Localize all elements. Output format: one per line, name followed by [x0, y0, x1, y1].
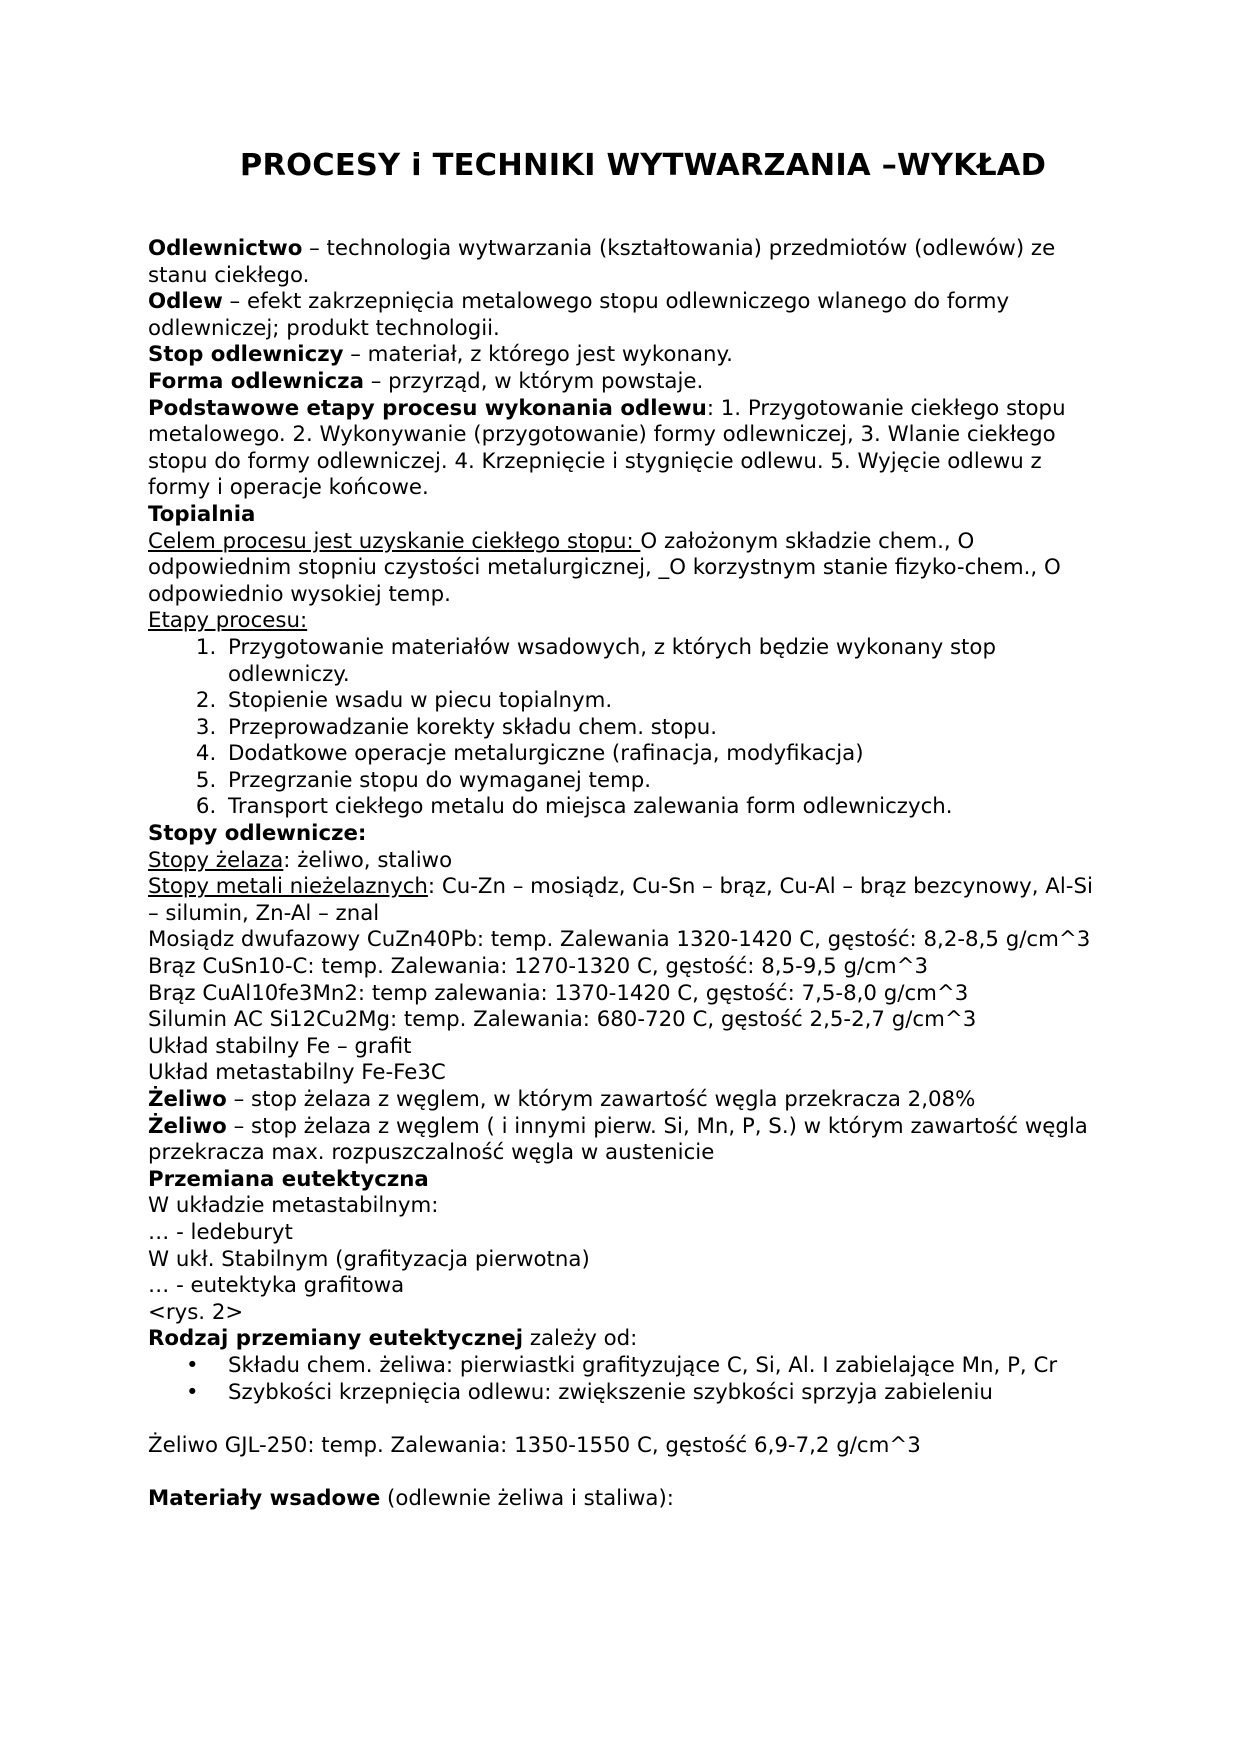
- heading-topialnia-text: Topialnia: [148, 501, 256, 527]
- bullet-icon: •: [186, 1352, 199, 1378]
- paragraph-odlewnictwo: [148, 236, 1098, 289]
- text-cel-procesu: O założonym składzie chem., O odpowiednim stopniu czystości metalurgicznej, _O korzystnym stanie fizyko-chem., O odpowiednio wysokiej temp.: [148, 528, 1061, 607]
- paragraph-zeliwo-2: [148, 1114, 1098, 1167]
- term-stop-odlewniczy: Stop odlewniczy: [148, 342, 344, 368]
- list-item: [186, 1379, 1098, 1407]
- term-zeliwo-1: Żeliwo: [148, 1087, 227, 1112]
- heading-stopy-odlewnicze-text: Stopy odlewnicze:: [148, 821, 367, 847]
- def-odlew: – efekt zakrzepnięcia metalowego stopu odlewniczego wlanego do formy odlewniczej; produkt technologii.: [148, 289, 1010, 341]
- list-item: 4. Dodatkowe operacje metalurgiczne (rafinacja, modyfikacja): [223, 741, 1098, 768]
- paragraph-zeliwo-1: [148, 1087, 1098, 1114]
- line-przemiana: … - ledeburyt: [148, 1219, 293, 1245]
- paragraph-odlew: [148, 289, 1098, 342]
- def-odlewnictwo: – technologia wytwarzania (kształtowania) przedmiotów (odlewów) ze stanu ciekłego.: [148, 236, 1056, 288]
- label-etapy-procesu: [148, 608, 1098, 635]
- list-rodzaj-przemiany: [148, 1353, 1098, 1406]
- heading-przemiana-eutektyczna: [148, 1167, 1098, 1194]
- def-zeliwo-1: – stop żelaza z węglem, w którym zawartość węgla przekracza 2,08%: [226, 1087, 976, 1112]
- def-zeliwo-2: – stop żelaza z węglem ( i innymi pierw. Si, Mn, P, S.) w którym zawartość węgla przekracza max. rozpuszczalność węgla w austenicie: [148, 1113, 1088, 1166]
- list-item: 2. Stopienie wsadu w piecu topialnym.: [223, 688, 1098, 715]
- label-stopy-niezelazne: Stopy metali nieżelaznych: [148, 874, 428, 900]
- document-body: [148, 236, 1098, 1513]
- heading-stopy-odlewnicze: [148, 821, 1098, 848]
- line-stop: Układ metastabilny Fe-Fe3C: [148, 1060, 446, 1086]
- term-zeliwo-2: Żeliwo: [148, 1113, 227, 1139]
- paragraph-cel-procesu: [148, 529, 1098, 609]
- blank-line: [148, 1406, 1098, 1433]
- term-forma-odlewnicza: Forma odlewnicza: [148, 368, 364, 394]
- document-title: PROCESY i TECHNIKI WYTWARZANIA –WYKŁAD: [239, 148, 1047, 183]
- term-etapy-podstawowe: Podstawowe etapy procesu wykonania odlewu: [148, 395, 707, 421]
- term-materialy-wsadowe: Materiały wsadowe: [148, 1485, 381, 1511]
- heading-przemiana-eutektyczna-text: Przemiana eutektyczna: [148, 1166, 429, 1192]
- paragraph-etapy-podstawowe: [148, 396, 1098, 502]
- list-item: 1. Przygotowanie materiałów wsadowych, z których będzie wykonany stop odlewniczy.: [223, 635, 1098, 688]
- list-item: 5. Przegrzanie stopu do wymaganej temp.: [223, 768, 1098, 795]
- blank-line: [148, 1459, 1098, 1486]
- def-etapy-podstawowe: : 1. Przygotowanie ciekłego stopu metalowego. 2. Wykonywanie (przygotowanie) formy odlewniczej, 3. Wlanie ciekłego stopu do formy odlewniczej. 4. Krzepnięcie i stygnięcie odlewu. 5. Wyjęcie odlewu z formy i operacje końcowe.: [148, 395, 1066, 501]
- list-item: 3. Przeprowadzanie korekty składu chem. stopu.: [223, 715, 1098, 742]
- term-odlewnictwo: Odlewnictwo: [148, 236, 303, 261]
- line-stop: Silumin AC Si12Cu2Mg: temp. Zalewania: 680-720 C, gęstość 2,5-2,7 g/cm^3: [148, 1007, 977, 1033]
- label-etapy-procesu-text: Etapy procesu:: [148, 608, 308, 634]
- def-rodzaj-przemiany: zależy od:: [523, 1326, 638, 1352]
- term-rodzaj-przemiany: Rodzaj przemiany eutektycznej: [148, 1326, 524, 1352]
- paragraph-zeliwo-gjl: Żeliwo GJL-250: temp. Zalewania: 1350-1550 C, gęstość 6,9-7,2 g/cm^3: [148, 1432, 921, 1458]
- list-item-text: Szybkości krzepnięcia odlewu: zwiększenie szybkości sprzyja zabieleniu: [228, 1379, 993, 1405]
- text-stopy-niezelazne: : Cu-Zn – mosiądz, Cu-Sn – brąz, Cu-Al – brąz bezcynowy, Al-Si – silumin, Zn-Al – znal: [148, 874, 1093, 926]
- line-przemiana: W układzie metastabilnym:: [148, 1193, 439, 1219]
- paragraph-stopy-niezelazne: [148, 874, 1098, 927]
- def-materialy-wsadowe: (odlewnie żeliwa i staliwa):: [380, 1485, 674, 1511]
- line-przemiana: W ukł. Stabilnym (grafityzacja pierwotna): [148, 1246, 590, 1272]
- line-przemiana: <rys. 2>: [148, 1299, 244, 1325]
- line-przemiana: … - eutektyka grafitowa: [148, 1273, 405, 1299]
- line-stop: Układ stabilny Fe – grafit: [148, 1033, 412, 1059]
- paragraph-materialy-wsadowe: [148, 1486, 1098, 1513]
- paragraph-stopy-zelaza: [148, 848, 1098, 875]
- document-page: [148, 142, 1098, 1513]
- text-stopy-zelaza: : żeliwo, staliwo: [283, 847, 453, 873]
- heading-topialnia: [148, 502, 1098, 529]
- paragraph-forma-odlewnicza: [148, 369, 1098, 396]
- term-odlew: Odlew: [148, 289, 223, 315]
- paragraph-rodzaj-przemiany: [148, 1326, 1098, 1353]
- list-item: 6. Transport ciekłego metalu do miejsca zalewania form odlewniczych.: [223, 794, 1098, 821]
- line-stop: Brąz CuSn10-C: temp. Zalewania: 1270-1320 C, gęstość: 8,5-9,5 g/cm^3: [148, 954, 928, 980]
- def-forma-odlewnicza: – przyrząd, w którym powstaje.: [363, 368, 704, 394]
- list-item: [186, 1352, 1098, 1380]
- list-item-text: Składu chem. żeliwa: pierwiastki grafityzujące C, Si, Al. I zabielające Mn, P, Cr: [228, 1352, 1058, 1378]
- label-cel-procesu: Celem procesu jest uzyskanie ciekłego stopu:: [148, 528, 641, 554]
- bullet-icon: •: [186, 1379, 199, 1405]
- def-stop-odlewniczy: – materiał, z którego jest wykonany.: [343, 342, 733, 368]
- list-etapy-procesu: [148, 635, 1098, 821]
- paragraph-stop-odlewniczy: [148, 342, 1098, 369]
- line-stop: Brąz CuAl10fe3Mn2: temp zalewania: 1370-1420 C, gęstość: 7,5-8,0 g/cm^3: [148, 980, 969, 1006]
- line-stop: Mosiądz dwufazowy CuZn40Pb: temp. Zalewania 1320-1420 C, gęstość: 8,2-8,5 g/cm^3: [148, 927, 1091, 953]
- label-stopy-zelaza: Stopy żelaza: [148, 847, 284, 873]
